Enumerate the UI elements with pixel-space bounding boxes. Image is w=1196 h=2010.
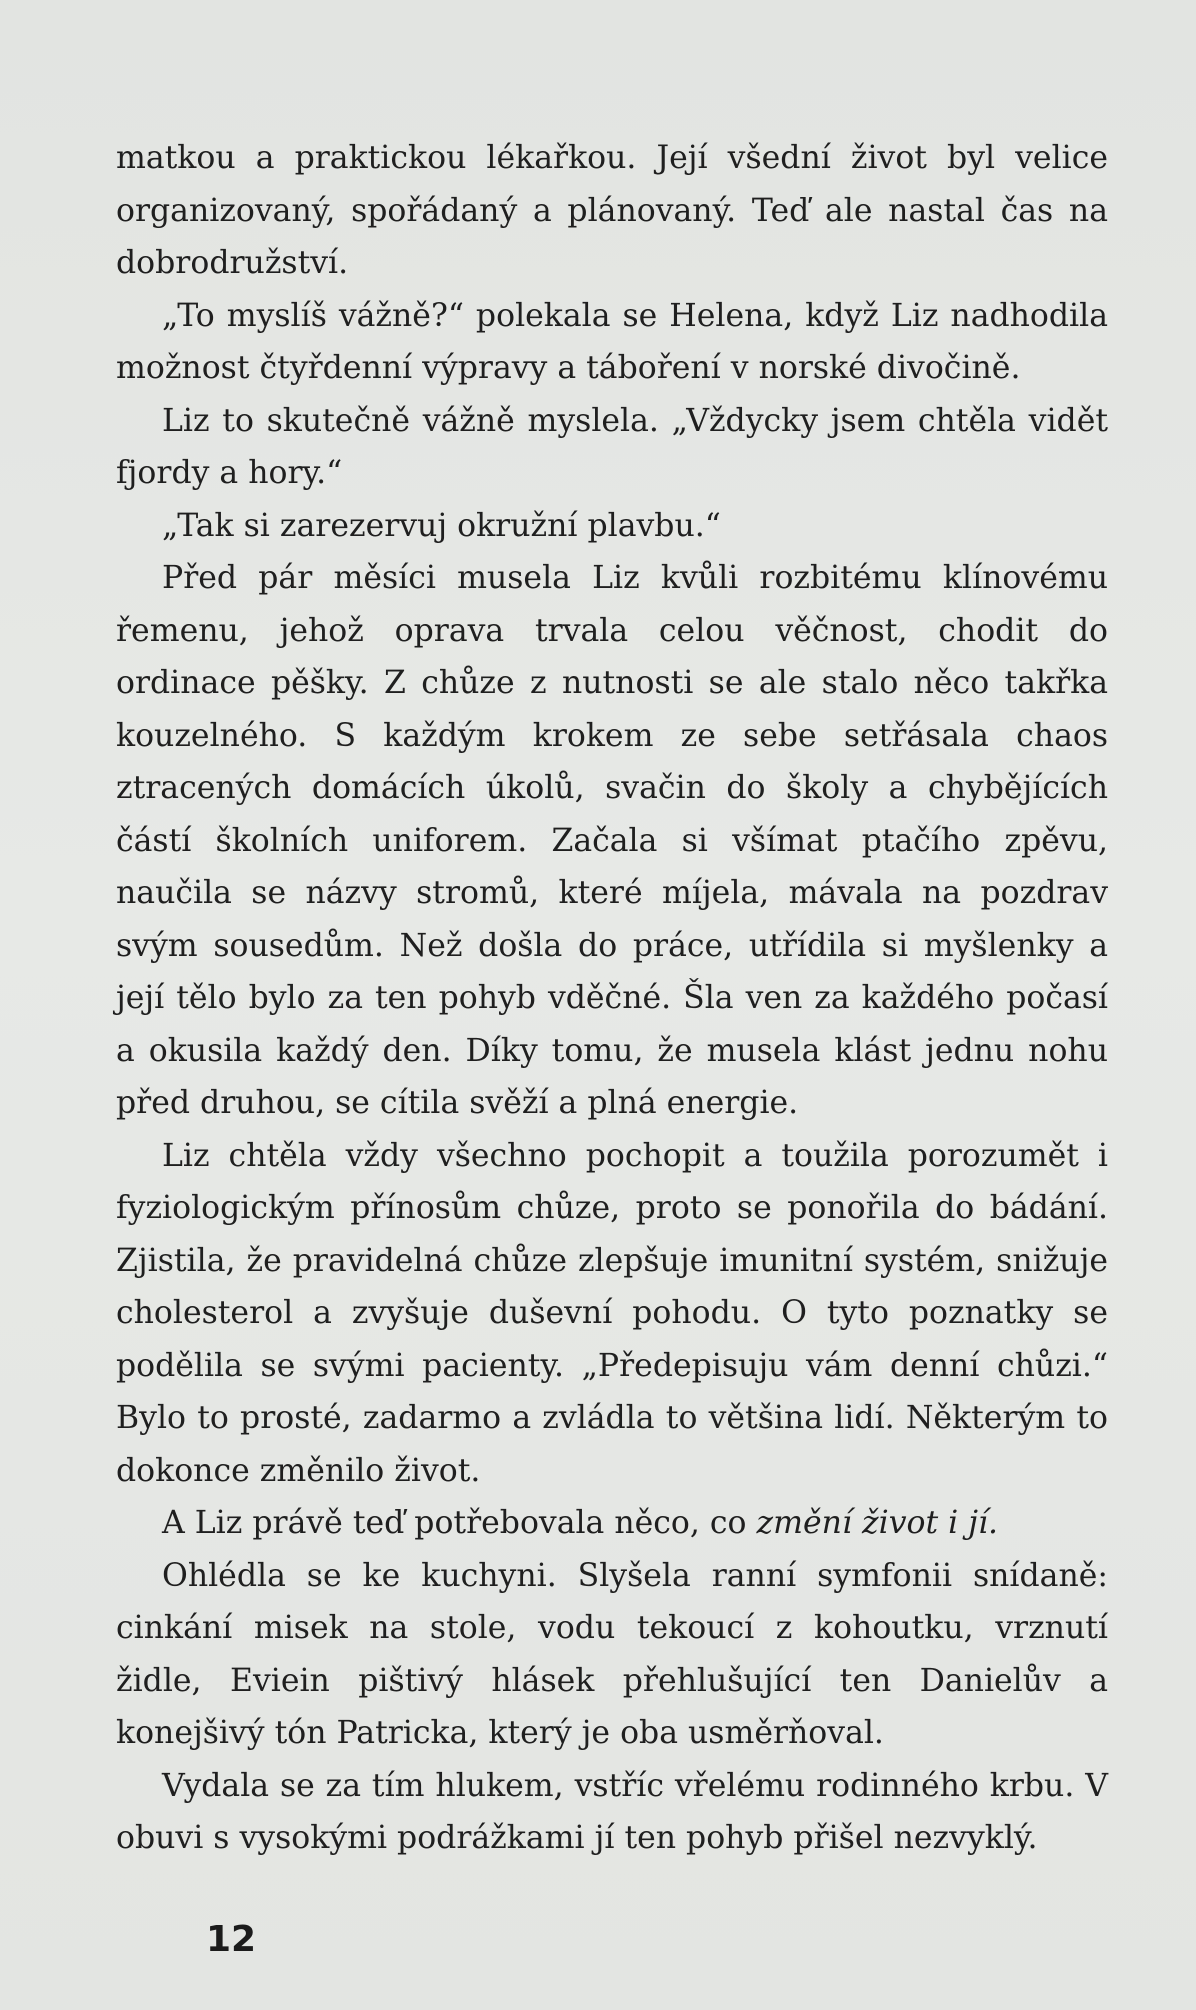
paragraph: Před pár měsíci musela Liz kvůli rozbitému klínovému řemenu, jehož oprava trvala celou věčnost, chodit do ordinace pěšky. Z chůze z nutnosti se ale stalo něco takřka kouzelného. S každým krokem ze sebe setřásala chaos ztracených domácích úkolů, svačin do školy a chybějících částí školních uniforem. Začala si všímat ptačího zpěvu, naučila se názvy stromů, které míjela, mávala na pozdrav svým sousedům. Než došla do práce, utřídila si myšlenky a její tělo bylo za ten pohyb vděčné. Šla ven za každého počasí a okusila každý den. Díky tomu, že musela klást jednu nohu před druhou, se cítila svěží a plná energie. — [116, 560, 1108, 1121]
paragraph: Vydala se za tím hlukem, vstříc vřelému rodinného krbu. V obuvi s vysokými podrážkami jí ten pohyb přišel nezvyklý. — [116, 1767, 1108, 1856]
italic-phrase: změní život i jí. — [756, 1505, 999, 1541]
body-text — [116, 132, 1108, 1865]
paragraph: Liz chtěla vždy všechno pochopit a toužila porozumět i fyziologickým přínosům chůze, proto se ponořila do bádání. Zjistila, že pravidelná chůze zlepšuje imunitní systém, snižuje cholesterol a zvyšuje duševní pohodu. O tyto poznatky se podělila se svými pacienty. „Předepisuju vám denní chůzi.“ Bylo to prosté, zadarmo a zvládla to většina lidí. Některým to dokonce změnilo život. — [116, 1137, 1108, 1489]
paragraph: matkou a praktickou lékařkou. Její všední život byl velice organizovaný, spořádaný a plánovaný. Teď ale nastal čas na dobrodružství. — [116, 140, 1108, 281]
paragraph: Liz to skutečně vážně myslela. „Vždycky jsem chtěla vidět fjordy a hory.“ — [116, 402, 1108, 491]
paragraph-text: A Liz právě teď potřebovala něco, co — [162, 1505, 757, 1541]
paragraph — [116, 1497, 1108, 1550]
paragraph: „To myslíš vážně?“ polekala se Helena, když Liz nadhodila možnost čtyřdenní výpravy a táboření v norské divočině. — [116, 297, 1108, 386]
paragraph: „Tak si zarezervuj okružní plavbu.“ — [162, 507, 721, 544]
page-number: 12 — [206, 1919, 257, 1960]
paragraph: Ohlédla se ke kuchyni. Slyšela ranní symfonii snídaně: cinkání misek na stole, vodu tekoucí z kohoutku, vrznutí židle, Eviein pištivý hlásek přehlušující ten Danielův a konejšivý tón Patricka, který je oba usměrňoval. — [116, 1557, 1108, 1751]
